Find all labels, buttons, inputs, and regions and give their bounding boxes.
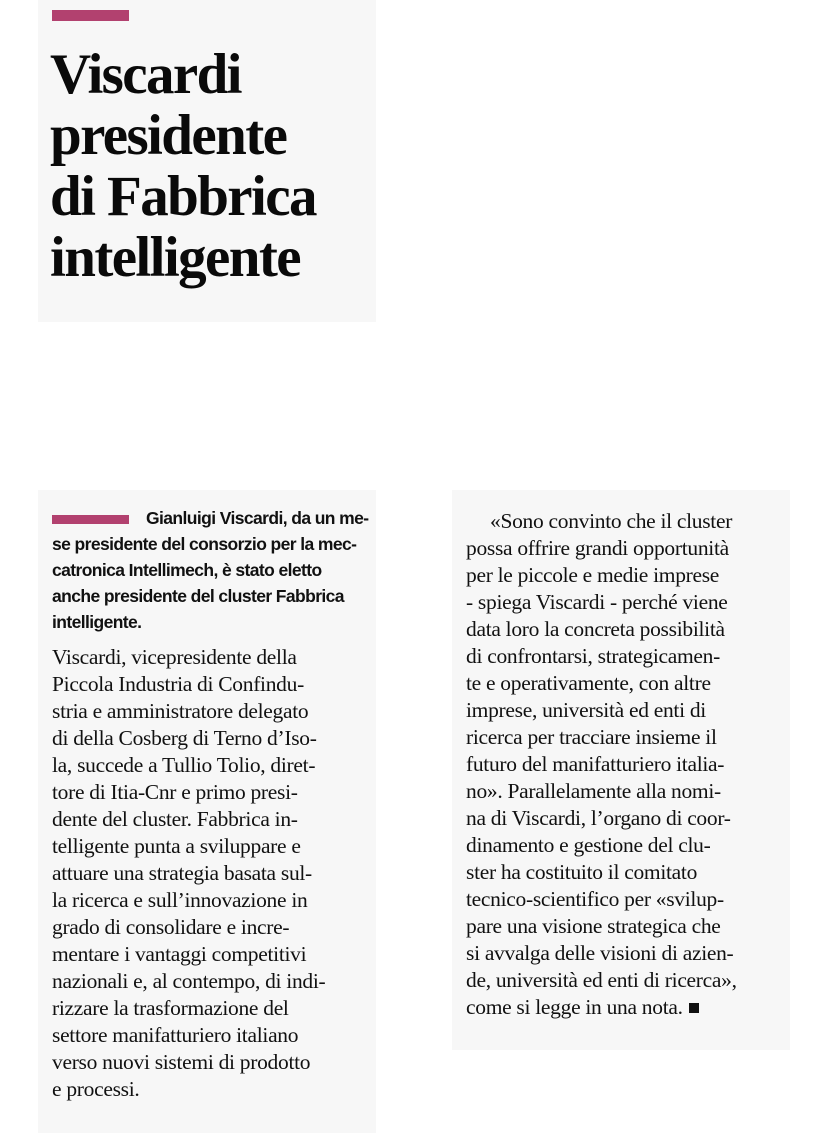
top-accent-bar [52,10,129,21]
body-line: nazionali e, al contempo, di indi- [52,969,326,993]
body-line: te e operativamente, con altre [466,671,711,695]
headline-line: intelligente [50,226,300,289]
lead-line: intelligente. [52,612,142,632]
body-line: imprese, università ed enti di [466,698,706,722]
lead-line: anche presidente del cluster Fabbrica [52,586,344,606]
body-line: e processi. [52,1077,140,1101]
body-line: stria e amministratore delegato [52,699,309,723]
body-line: futuro del manifatturiero italia- [466,752,725,776]
body-line: ricerca per tracciare insieme il [466,725,717,749]
body-line-last [466,995,699,1020]
body-line: dinamento e gestione del clu- [466,833,711,857]
headline-line: di Fabbrica [50,165,316,228]
body-line: - spiega Viscardi - perché viene [466,590,728,614]
lead-accent-bar [52,515,129,524]
body-line-text: come si legge in una nota. [466,995,683,1019]
body-line: la, succede a Tullio Tolio, diret- [52,753,316,777]
body-line: mentare i vantaggi competitivi [52,942,307,966]
body-line: «Sono convinto che il cluster [490,509,733,533]
headline [50,44,370,288]
body-line: dente del cluster. Fabbrica in- [52,807,298,831]
body-line: Piccola Industria di Confindu- [52,672,304,696]
body-line: la ricerca e sull’innovazione in [52,888,308,912]
lead-line: Gianluigi Viscardi, da un me- [146,508,369,528]
headline-line: Viscardi [50,43,241,106]
lead-line: catronica Intellimech, è stato eletto [52,560,322,580]
body-line: grado di consolidare e incre- [52,915,290,939]
body-line: pare una visione strategica che [466,914,721,938]
body-line: ster ha costituito il comitato [466,860,698,884]
body-line: di confrontarsi, strategicamen- [466,644,720,668]
body-line: data loro la concreta possibilità [466,617,725,641]
body-line: si avvalga delle visioni di azien- [466,941,734,965]
headline-line: presidente [50,104,287,167]
lead-line: se presidente del consorzio per la mec- [52,534,357,554]
body-line: rizzare la trasformazione del [52,996,289,1020]
body-line: di della Cosberg di Terno d’Iso- [52,726,317,750]
body-line: tore di Itia-Cnr e primo presi- [52,780,298,804]
body-line: verso nuovi sistemi di prodotto [52,1050,311,1074]
body-line: telligente punta a sviluppare e [52,834,301,858]
end-of-article-square-icon [689,1003,699,1013]
body-line: no». Parallelamente alla nomi- [466,779,721,803]
body-line: possa offrire grandi opportunità [466,536,729,560]
body-line: na di Viscardi, l’organo di coor- [466,806,731,830]
body-line: settore manifatturiero italiano [52,1023,299,1047]
body-line: de, università ed enti di ricerca», [466,968,737,992]
body-line: per le piccole e medie imprese [466,563,720,587]
body-line: tecnico-scientifico per «svilup- [466,887,724,911]
body-line: attuare una strategia basata sul- [52,861,312,885]
body-line: Viscardi, vicepresidente della [52,645,297,669]
